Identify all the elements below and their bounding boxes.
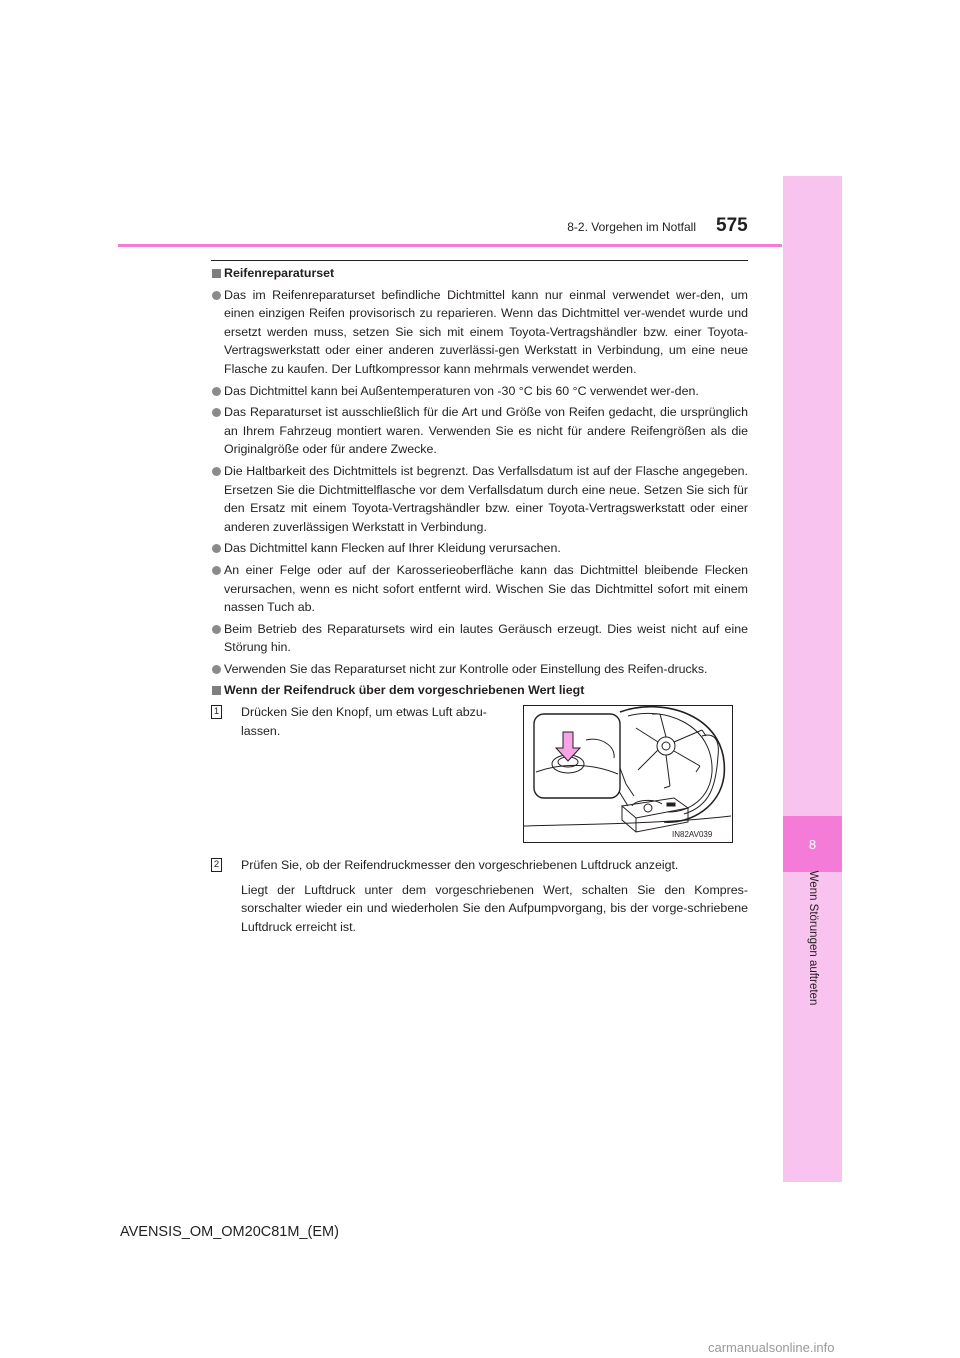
list-item-text: Die Haltbarkeit des Dichtmittels ist begrenzt. Das Verfallsdatum ist auf der Flasche angegeben. Ersetzen Sie die Dichtmittelflasche vor dem Verfallsdatum durch eine neue. Setzen Sie sich für den Ersatz mit einem Toyota-Vertragshändler bzw. einer Toyota-Vertragswerkstatt oder einer anderen zuverlässigen Werkstatt in Verbindung. [224, 463, 748, 534]
tire-compressor-icon [524, 706, 732, 842]
chapter-side-tab [783, 176, 842, 1182]
list-item-text: Verwenden Sie das Reparaturset nicht zur Kontrolle oder Einstellung des Reifen-drucks. [224, 661, 708, 676]
heading-text: Wenn der Reifendruck über dem vorgeschriebenen Wert liegt [224, 683, 585, 698]
chapter-number: 8 [808, 836, 817, 852]
chapter-title: Wenn Störungen auftreten [807, 870, 819, 1006]
square-bullet-icon [212, 269, 221, 278]
list-item-text: Das im Reifenreparaturset befindliche Dichtmittel kann nur einmal verwendet wer-den, um einen einzigen Reifen provisorisch zu reparieren. Wenn das Dichtmittel ver-wendet wurde und ersetzt werden muss, setzen Sie sich mit einem Toyota-Vertragshändler bzw. einer Toyota-Vertragswerkstatt oder einer anderen zuverlässi-gen Werkstatt in Verbindung, um eine neue Flasche zu kaufen. Der Luftkompressor kann mehrmals verwendet werden. [224, 287, 748, 376]
bullet-dot-icon [212, 467, 221, 476]
heading-text: Reifenreparaturset [224, 266, 335, 280]
bullet-dot-icon [212, 625, 221, 634]
list-item [211, 286, 748, 379]
list-item-text: Beim Betrieb des Reparatursets wird ein lautes Geräusch erzeugt. Dies weist nicht auf eine Störung hin. [224, 621, 748, 655]
page-number: 575 [716, 215, 748, 236]
step-2-subtext: Liegt der Luftdruck unter dem vorgeschriebenen Wert, schalten Sie den Kompres-sorschalter wieder ein und wiederholen Sie den Aufpumpvorgang, bis der vorge-schriebene Luftdruck erreicht ist. [241, 882, 748, 934]
bullet-dot-icon [212, 566, 221, 575]
list-item-text: An einer Felge oder auf der Karosserieoberfläche kann das Dichtmittel bleibende Flecken verursachen, wenn es nicht sofort entfernt wird. Wischen Sie das Dichtmittel sofort mit einem nassen Tuch ab. [224, 562, 748, 615]
list-item [211, 403, 748, 459]
bullet-dot-icon [212, 387, 221, 396]
compressor-illustration [523, 705, 733, 843]
step-number-badge: 2 [211, 858, 222, 872]
list-item [211, 382, 748, 401]
bullet-dot-icon [212, 544, 221, 553]
bullet-dot-icon [212, 408, 221, 417]
section-title: 8-2. Vorgehen im Notfall [567, 220, 696, 234]
watermark: carmanualsonline.info [708, 1340, 835, 1355]
square-bullet-icon [212, 686, 221, 695]
step-1-text: Drücken Sie den Knopf, um etwas Luft abzu-lassen. [241, 705, 487, 738]
step-2-text: Prüfen Sie, ob der Reifendruckmesser den vorgeschriebenen Luftdruck anzeigt. [241, 858, 679, 873]
section-heading-repair-kit [211, 264, 748, 283]
list-item [211, 620, 748, 657]
main-content [211, 264, 748, 936]
list-item-text: Das Dichtmittel kann bei Außentemperaturen von -30 °C bis 60 °C verwendet wer-den. [224, 383, 699, 398]
content-top-rule [211, 260, 748, 261]
list-item [211, 561, 748, 617]
list-item-text: Das Dichtmittel kann Flecken auf Ihrer Kleidung verursachen. [224, 541, 561, 556]
step-number-badge: 1 [211, 705, 222, 719]
section-heading-pressure-high [211, 681, 748, 700]
list-item [211, 462, 748, 536]
figure-code: IN82AV039 [672, 830, 713, 840]
bullet-dot-icon [212, 665, 221, 674]
list-item [211, 660, 748, 679]
header-rule [118, 244, 782, 247]
bullet-dot-icon [212, 291, 221, 300]
step-1 [211, 703, 748, 843]
list-item-text: Das Reparaturset ist ausschließlich für die Art und Größe von Reifen gedacht, die ursprünglich an Ihrem Fahrzeug montiert waren. Verwenden Sie es nicht für andere Reifengrößen als die Originalgröße oder für andere Zwecke. [224, 405, 748, 457]
step-2 [211, 856, 748, 875]
footer-doc-id: AVENSIS_OM_OM20C81M_(EM) [120, 1224, 339, 1240]
list-item [211, 539, 748, 558]
